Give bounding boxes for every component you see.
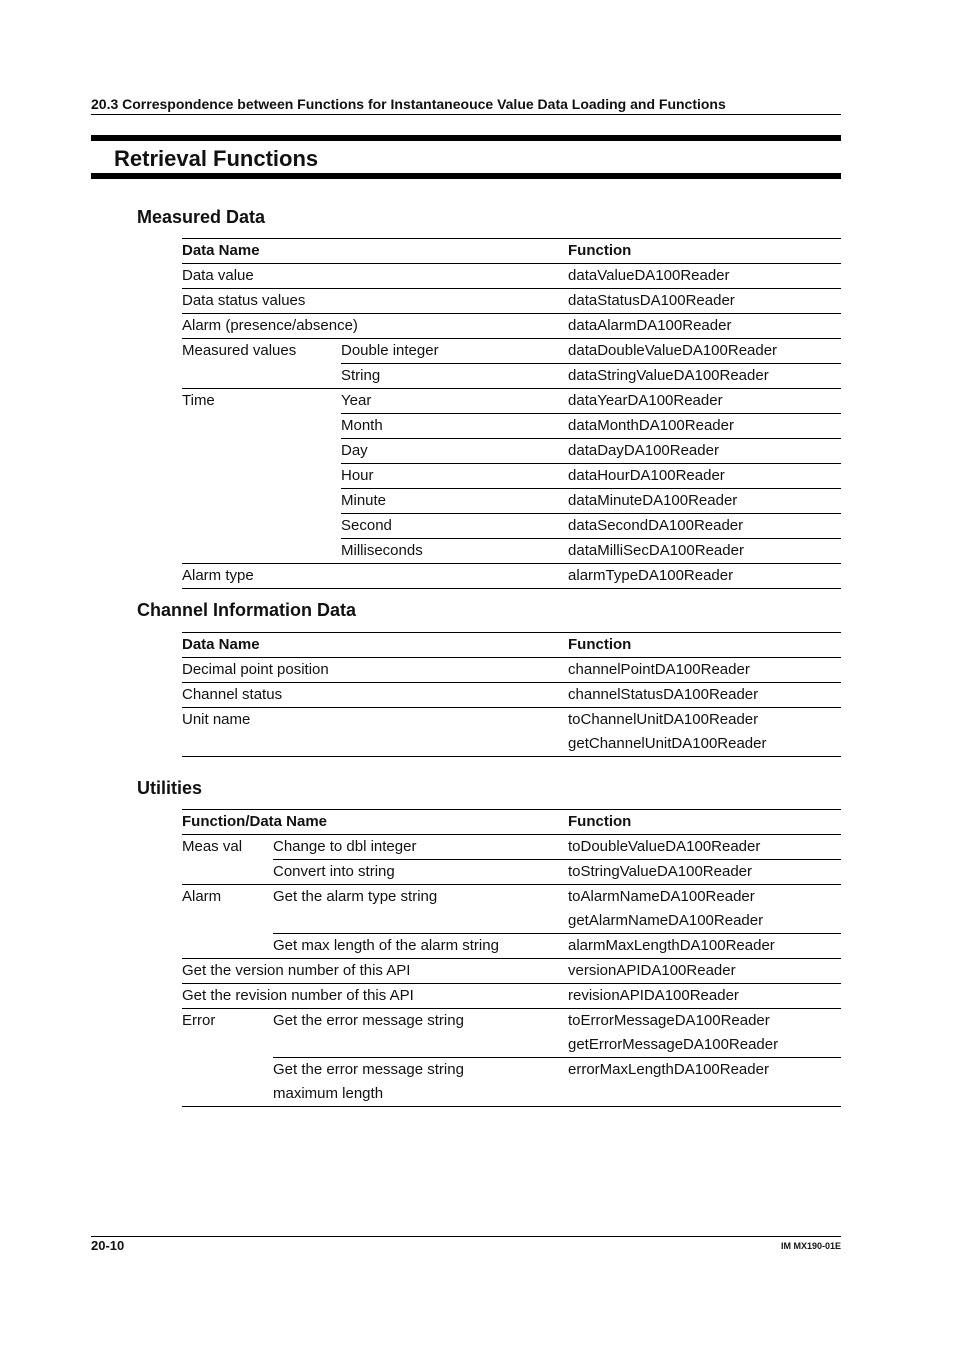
table-row xyxy=(182,835,841,860)
table-header-row xyxy=(182,633,841,658)
table-row xyxy=(182,314,841,339)
data-name-cell: Alarm type xyxy=(182,564,568,589)
function-cell: alarmTypeDA100Reader xyxy=(568,564,841,589)
function-cell: dataAlarmDA100Reader xyxy=(568,314,841,339)
function-cell: dataHourDA100Reader xyxy=(568,464,841,489)
sub-name-cell: Month xyxy=(341,414,568,439)
sub-name-cell: String xyxy=(341,364,568,389)
sub-name-cell: Milliseconds xyxy=(341,539,568,564)
function-cell: dataMinuteDA100Reader xyxy=(568,489,841,514)
table-row xyxy=(182,489,841,514)
function-cell: errorMaxLengthDA100Reader xyxy=(568,1058,841,1107)
title-band-top xyxy=(91,135,841,141)
channel-info-table xyxy=(182,632,841,757)
data-name-cell: Data value xyxy=(182,264,568,289)
table-row xyxy=(182,289,841,314)
table-row xyxy=(182,1009,841,1058)
sub-name-cell: Day xyxy=(341,439,568,464)
table-row xyxy=(182,1058,841,1107)
function-line: getErrorMessageDA100Reader xyxy=(568,1036,779,1053)
function-cell: channelPointDA100Reader xyxy=(568,658,841,683)
sub-name-cell: Convert into string xyxy=(273,860,568,885)
document-id: IM MX190-01E xyxy=(780,1241,841,1251)
sub-name-cell: Second xyxy=(341,514,568,539)
function-cell: channelStatusDA100Reader xyxy=(568,683,841,708)
function-line: toAlarmNameDA100Reader xyxy=(568,888,755,905)
data-name-cell: Decimal point position xyxy=(182,658,568,683)
sub-name-cell: Hour xyxy=(341,464,568,489)
function-cell: dataSecondDA100Reader xyxy=(568,514,841,539)
function-cell: dataDayDA100Reader xyxy=(568,439,841,464)
function-line: getAlarmNameDA100Reader xyxy=(568,912,764,929)
table-row xyxy=(182,364,841,389)
column-header-name: Data Name xyxy=(182,242,260,259)
column-header-function: Function xyxy=(568,636,632,653)
footer-rule xyxy=(91,1236,841,1237)
function-line: toErrorMessageDA100Reader xyxy=(568,1012,770,1029)
data-name-cell: Channel status xyxy=(182,683,568,708)
table-row xyxy=(182,464,841,489)
group-cell: Time xyxy=(182,389,341,414)
channel-info-title: Channel Information Data xyxy=(137,600,357,620)
sub-name-cell: Double integer xyxy=(341,339,568,364)
function-cell: toStringValueDA100Reader xyxy=(568,860,841,885)
sub-name-cell: Get max length of the alarm string xyxy=(273,934,568,959)
table-row xyxy=(182,564,841,589)
utilities-table xyxy=(182,809,841,1107)
table-row xyxy=(182,984,841,1009)
function-cell: dataDoubleValueDA100Reader xyxy=(568,339,841,364)
table-row xyxy=(182,885,841,934)
table-header-row xyxy=(182,810,841,835)
title-band-bottom xyxy=(91,173,841,179)
sub-name-cell: Change to dbl integer xyxy=(273,835,568,860)
table-row xyxy=(182,439,841,464)
data-name-cell: Get the version number of this API xyxy=(182,959,568,984)
table-row xyxy=(182,264,841,289)
column-header-function: Function xyxy=(568,813,632,830)
function-cell: toDoubleValueDA100Reader xyxy=(568,835,841,860)
utilities-title: Utilities xyxy=(137,778,203,798)
sub-name-line: Get the error message string xyxy=(273,1061,464,1078)
function-cell: dataStatusDA100Reader xyxy=(568,289,841,314)
function-cell xyxy=(568,1009,841,1058)
column-header-function: Function xyxy=(568,242,632,259)
function-cell: dataMonthDA100Reader xyxy=(568,414,841,439)
sub-name-cell: Get the error message string xyxy=(273,1009,568,1058)
group-cell: Alarm xyxy=(182,885,273,934)
table-row xyxy=(182,389,841,414)
function-cell: revisionAPIDA100Reader xyxy=(568,984,841,1009)
sub-name-cell: Minute xyxy=(341,489,568,514)
group-cell: Error xyxy=(182,1009,273,1058)
group-cell: Measured values xyxy=(182,339,341,364)
table-row xyxy=(182,708,841,757)
function-cell: dataValueDA100Reader xyxy=(568,264,841,289)
measured-data-title: Measured Data xyxy=(137,207,266,227)
function-cell: alarmMaxLengthDA100Reader xyxy=(568,934,841,959)
column-header-name: Function/Data Name xyxy=(182,813,328,830)
table-header-row xyxy=(182,239,841,264)
table-row xyxy=(182,339,841,364)
sub-name-cell: Get the alarm type string xyxy=(273,885,568,934)
function-cell: dataStringValueDA100Reader xyxy=(568,364,841,389)
group-cell: Meas val xyxy=(182,835,273,860)
running-header: 20.3 Correspondence between Functions for Instantaneouce Value Data Loading and Functions xyxy=(91,96,726,112)
data-name-cell: Get the revision number of this API xyxy=(182,984,568,1009)
data-name-cell: Data status values xyxy=(182,289,568,314)
function-cell: dataYearDA100Reader xyxy=(568,389,841,414)
measured-data-table xyxy=(182,238,841,589)
function-cell: dataMilliSecDA100Reader xyxy=(568,539,841,564)
table-row xyxy=(182,860,841,885)
sub-name-cell: Year xyxy=(341,389,568,414)
function-cell: versionAPIDA100Reader xyxy=(568,959,841,984)
page-number: 20-10 xyxy=(91,1238,125,1253)
sub-name-cell xyxy=(273,1058,568,1107)
page-title: Retrieval Functions xyxy=(114,146,319,171)
sub-name-line: maximum length xyxy=(273,1085,384,1102)
header-rule xyxy=(91,114,841,115)
function-line: getChannelUnitDA100Reader xyxy=(568,735,767,752)
column-header-name: Data Name xyxy=(182,636,260,653)
function-cell xyxy=(568,708,841,757)
table-row xyxy=(182,683,841,708)
table-row xyxy=(182,514,841,539)
table-row xyxy=(182,414,841,439)
table-row xyxy=(182,934,841,959)
table-row xyxy=(182,959,841,984)
data-name-cell: Alarm (presence/absence) xyxy=(182,314,568,339)
table-row xyxy=(182,658,841,683)
data-name-cell: Unit name xyxy=(182,708,568,757)
function-line: toChannelUnitDA100Reader xyxy=(568,711,759,728)
function-cell xyxy=(568,885,841,934)
table-row xyxy=(182,539,841,564)
